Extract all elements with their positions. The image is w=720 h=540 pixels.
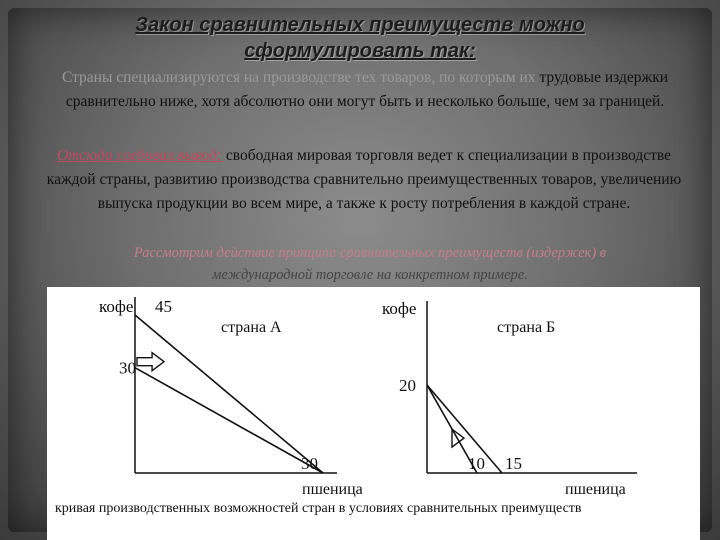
ppf-figure — [47, 287, 700, 540]
paragraph-1-faded-text: Страны специализируются на производстве тех товаров, по которым их — [61, 69, 536, 86]
y-tick-b-20: 20 — [399, 376, 416, 395]
ppf-line-b-2 — [427, 385, 502, 473]
example-intro-text: международной торговле на конкретном примере. — [212, 267, 528, 283]
y-axis-label-b: кофе — [382, 299, 417, 318]
x-axis-label-b: пшеница — [565, 481, 626, 498]
conclusion-lead: Отсюда следовал вывод: — [56, 147, 223, 164]
shift-arrow-a — [137, 353, 164, 371]
paragraph-specialization — [40, 66, 690, 114]
panel-title-b: страна Б — [497, 319, 556, 336]
x-tick-b-15: 15 — [505, 454, 522, 473]
x-tick-b-10: 10 — [468, 454, 485, 473]
y-tick-a-45: 45 — [155, 297, 172, 316]
y-tick-a-30: 30 — [119, 358, 136, 378]
paragraph-conclusion — [34, 144, 694, 216]
panel-country-b — [382, 299, 637, 498]
figure-caption: кривая производственных возможностей стран в условиях сравнительных преимуществ — [55, 501, 582, 516]
x-axis-label-a: пшеница — [302, 481, 363, 498]
title-line-2: сформулировать так: — [244, 40, 476, 62]
conclusion-text: свободная мировая торговля ведет к специализации в производстве каждой страны, развитию производства сравнительно преимущественных товаров, увеличению выпуска продукции во всем мире, а также к росту потребления в каждой стране. — [46, 147, 682, 212]
example-intro-lead: Рассмотрим действие принципа сравнительных преимуществ (издержек) в — [133, 245, 607, 261]
paragraph-example-intro — [50, 242, 690, 286]
ppf-line-a-1 — [135, 315, 323, 473]
y-axis-label-a: кофе — [99, 297, 134, 316]
paragraph-1-text: трудовые издержки сравнительно ниже, хотя абсолютно они могут быть и несколько больше, чем за границей. — [65, 69, 669, 110]
slide-title — [60, 12, 660, 64]
panel-title-a: страна А — [221, 319, 282, 336]
x-tick-a-30: 30 — [301, 454, 318, 473]
panel-country-a — [99, 297, 363, 498]
title-line-1: Закон сравнительных преимуществ можно — [135, 14, 585, 36]
ppf-line-a-2 — [135, 368, 323, 473]
